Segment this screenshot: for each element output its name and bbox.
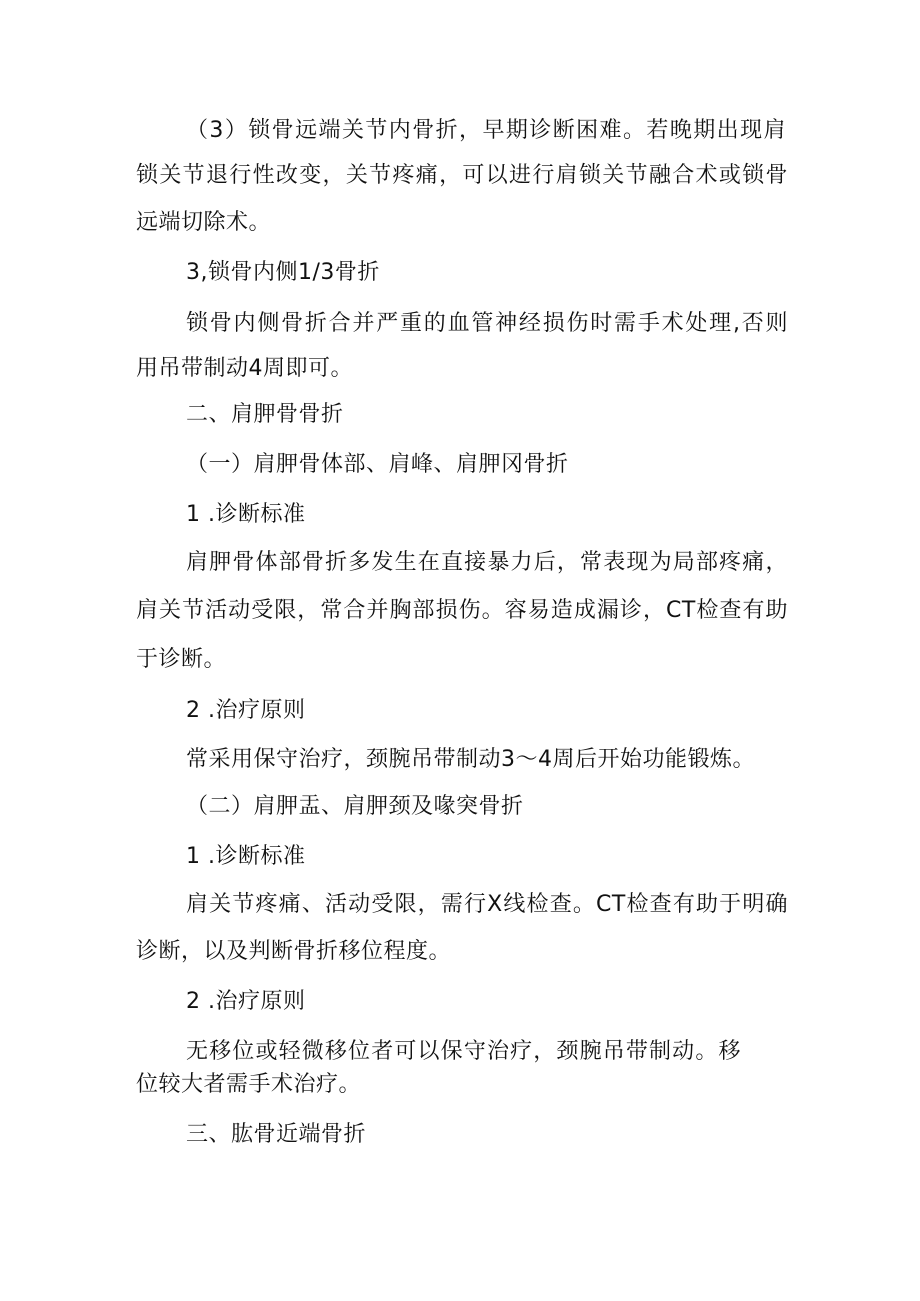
subsection-heading: （一）肩胛骨体部、肩峰、肩胛冈骨折 bbox=[186, 452, 569, 477]
section-heading: 二、肩胛骨骨折 bbox=[186, 402, 344, 427]
text-line: 位较大者需手术治疗。 bbox=[136, 1072, 362, 1097]
item-heading: 1 .诊断标准 bbox=[186, 502, 306, 527]
text-line: 常采用保守治疗，颈腕吊带制动3～4周后开始功能锻炼。 bbox=[186, 747, 755, 772]
text-line: 肩胛骨体部骨折多发生在直接暴力后，常表现为局部疼痛， bbox=[186, 550, 788, 575]
item-heading: 2 .治疗原则 bbox=[186, 989, 306, 1014]
text-line: 无移位或轻微移位者可以保守治疗，颈腕吊带制动。移 bbox=[186, 1039, 741, 1064]
text-line: 远端切除术。 bbox=[136, 210, 272, 235]
text-line: （3）锁骨远端关节内骨折，早期诊断困难。若晚期出现肩 bbox=[186, 118, 786, 143]
subsection-heading: （二）肩胛盂、肩胛颈及喙突骨折 bbox=[186, 794, 524, 819]
text-line: 锁关节退行性改变，关节疼痛，可以进行肩锁关节融合术或锁骨 bbox=[136, 163, 788, 188]
text-line: 于诊断。 bbox=[136, 647, 227, 672]
item-heading: 1 .诊断标准 bbox=[186, 844, 306, 869]
section-heading: 三、肱骨近端骨折 bbox=[186, 1122, 367, 1147]
text-line: 用吊带制动4周即可。 bbox=[136, 356, 353, 381]
text-line: 诊断，以及判断骨折移位程度。 bbox=[136, 939, 452, 964]
item-heading: 2 .治疗原则 bbox=[186, 698, 306, 723]
text-line: 锁骨内侧骨折合并严重的血管神经损伤时需手术处理,否则 bbox=[186, 311, 788, 336]
text-line: 肩关节疼痛、活动受限，需行X线检查。CT检查有助于明确 bbox=[186, 892, 788, 917]
text-line: 肩关节活动受限，常合并胸部损伤。容易造成漏诊，CT检查有助 bbox=[136, 598, 788, 623]
section-heading: 3,锁骨内侧1/3骨折 bbox=[186, 260, 380, 285]
